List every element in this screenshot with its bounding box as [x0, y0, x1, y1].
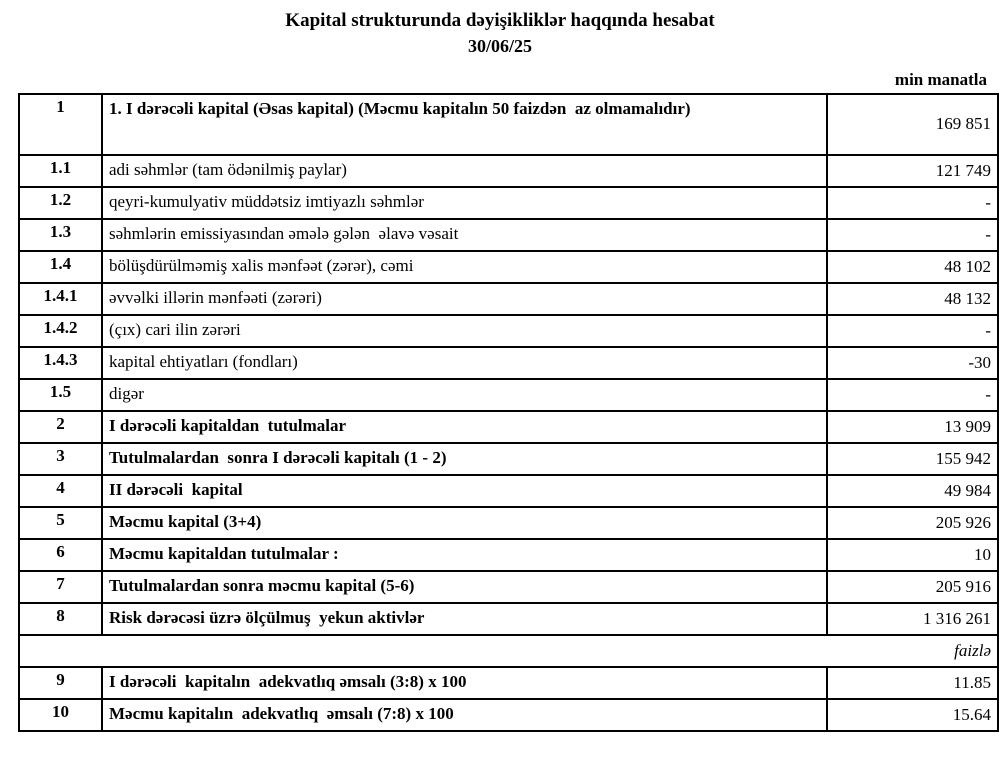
table-row: [19, 603, 998, 635]
page-title: Kapital strukturunda dəyişikliklər haqqında hesabat: [285, 10, 715, 31]
row-value-cell: -: [827, 187, 998, 219]
table-row: [19, 219, 998, 251]
table-row: [19, 283, 998, 315]
row-label-cell: (çıx) cari ilin zərəri: [102, 315, 827, 347]
row-label-cell: Məcmu kapitaldan tutulmalar :: [102, 539, 827, 571]
row-label-cell: Məcmu kapital (3+4): [102, 507, 827, 539]
row-number-cell: 1.4.2: [19, 315, 102, 347]
row-label-cell: II dərəcəli kapital: [102, 475, 827, 507]
row-number-cell: 1: [19, 94, 102, 155]
row-number-cell: 7: [19, 571, 102, 603]
table-row: [19, 443, 998, 475]
row-number-cell: 3: [19, 443, 102, 475]
row-label-cell: əvvəlki illərin mənfəəti (zərəri): [102, 283, 827, 315]
row-value-cell: 13 909: [827, 411, 998, 443]
row-number-cell: 1.4.1: [19, 283, 102, 315]
row-value-cell: -30: [827, 347, 998, 379]
row-number-cell: 4: [19, 475, 102, 507]
table-body: [19, 94, 998, 731]
row-value-cell: 10: [827, 539, 998, 571]
row-label-cell: Risk dərəcəsi üzrə ölçülmuş yekun aktivlər: [102, 603, 827, 635]
table-row: [19, 411, 998, 443]
row-label-cell: səhmlərin emissiyasından əmələ gələn əlavə vəsait: [102, 219, 827, 251]
row-value-cell: -: [827, 315, 998, 347]
row-value-cell: 205 916: [827, 571, 998, 603]
unit-separator-row: [19, 635, 998, 667]
row-label-cell: Məcmu kapitalın adekvatlıq əmsalı (7:8) x 100: [102, 699, 827, 731]
row-number-cell: 9: [19, 667, 102, 699]
table-row: [19, 187, 998, 219]
table-row: [19, 507, 998, 539]
table-row: [19, 347, 998, 379]
table-row: [19, 251, 998, 283]
table-row: [19, 571, 998, 603]
row-value-cell: 1 316 261: [827, 603, 998, 635]
row-number-cell: 1.1: [19, 155, 102, 187]
row-value-cell: 121 749: [827, 155, 998, 187]
table-row: [19, 667, 998, 699]
table-row: [19, 155, 998, 187]
table-row: [19, 379, 998, 411]
row-value-cell: 169 851: [827, 94, 998, 155]
row-value-cell: -: [827, 219, 998, 251]
row-label-cell: Tutulmalardan sonra I dərəcəli kapitalı (1 - 2): [102, 443, 827, 475]
row-label-cell: bölüşdürülməmiş xalis mənfəət (zərər), cəmi: [102, 251, 827, 283]
row-value-cell: 205 926: [827, 507, 998, 539]
row-label-cell: Tutulmalardan sonra məcmu kapital (5-6): [102, 571, 827, 603]
row-label-cell: adi səhmlər (tam ödənilmiş paylar): [102, 155, 827, 187]
row-value-cell: 48 132: [827, 283, 998, 315]
row-number-cell: 1.4: [19, 251, 102, 283]
row-value-cell: -: [827, 379, 998, 411]
row-value-cell: 48 102: [827, 251, 998, 283]
row-number-cell: 1.2: [19, 187, 102, 219]
table-row: [19, 539, 998, 571]
row-label-cell: kapital ehtiyatları (fondları): [102, 347, 827, 379]
row-number-cell: 10: [19, 699, 102, 731]
row-label-cell: 1. I dərəcəli kapital (Əsas kapital) (Məcmu kapitalın 50 faizdən az olmamalıdır): [102, 94, 827, 155]
row-label-cell: qeyri-kumulyativ müddətsiz imtiyazlı səhmlər: [102, 187, 827, 219]
capital-structure-table: [18, 93, 999, 732]
row-number-cell: 8: [19, 603, 102, 635]
table-row: [19, 475, 998, 507]
row-number-cell: 1.5: [19, 379, 102, 411]
table-row: [19, 94, 998, 155]
row-number-cell: 1.3: [19, 219, 102, 251]
table-row: [19, 315, 998, 347]
row-number-cell: 5: [19, 507, 102, 539]
report-date: 30/06/25: [467, 35, 532, 56]
row-number-cell: 2: [19, 411, 102, 443]
row-value-cell: 155 942: [827, 443, 998, 475]
row-value-cell: 11.85: [827, 667, 998, 699]
row-number-cell: 6: [19, 539, 102, 571]
row-value-cell: 15.64: [827, 699, 998, 731]
row-label-cell: I dərəcəli kapitalın adekvatlıq əmsalı (3:8) x 100: [102, 667, 827, 699]
unit-label: min manatla: [894, 69, 987, 89]
table-row: [19, 699, 998, 731]
row-label-cell: I dərəcəli kapitaldan tutulmalar: [102, 411, 827, 443]
row-value-cell: 49 984: [827, 475, 998, 507]
row-label-cell: digər: [102, 379, 827, 411]
row-number-cell: 1.4.3: [19, 347, 102, 379]
percent-unit-label: faizlə: [19, 635, 998, 667]
